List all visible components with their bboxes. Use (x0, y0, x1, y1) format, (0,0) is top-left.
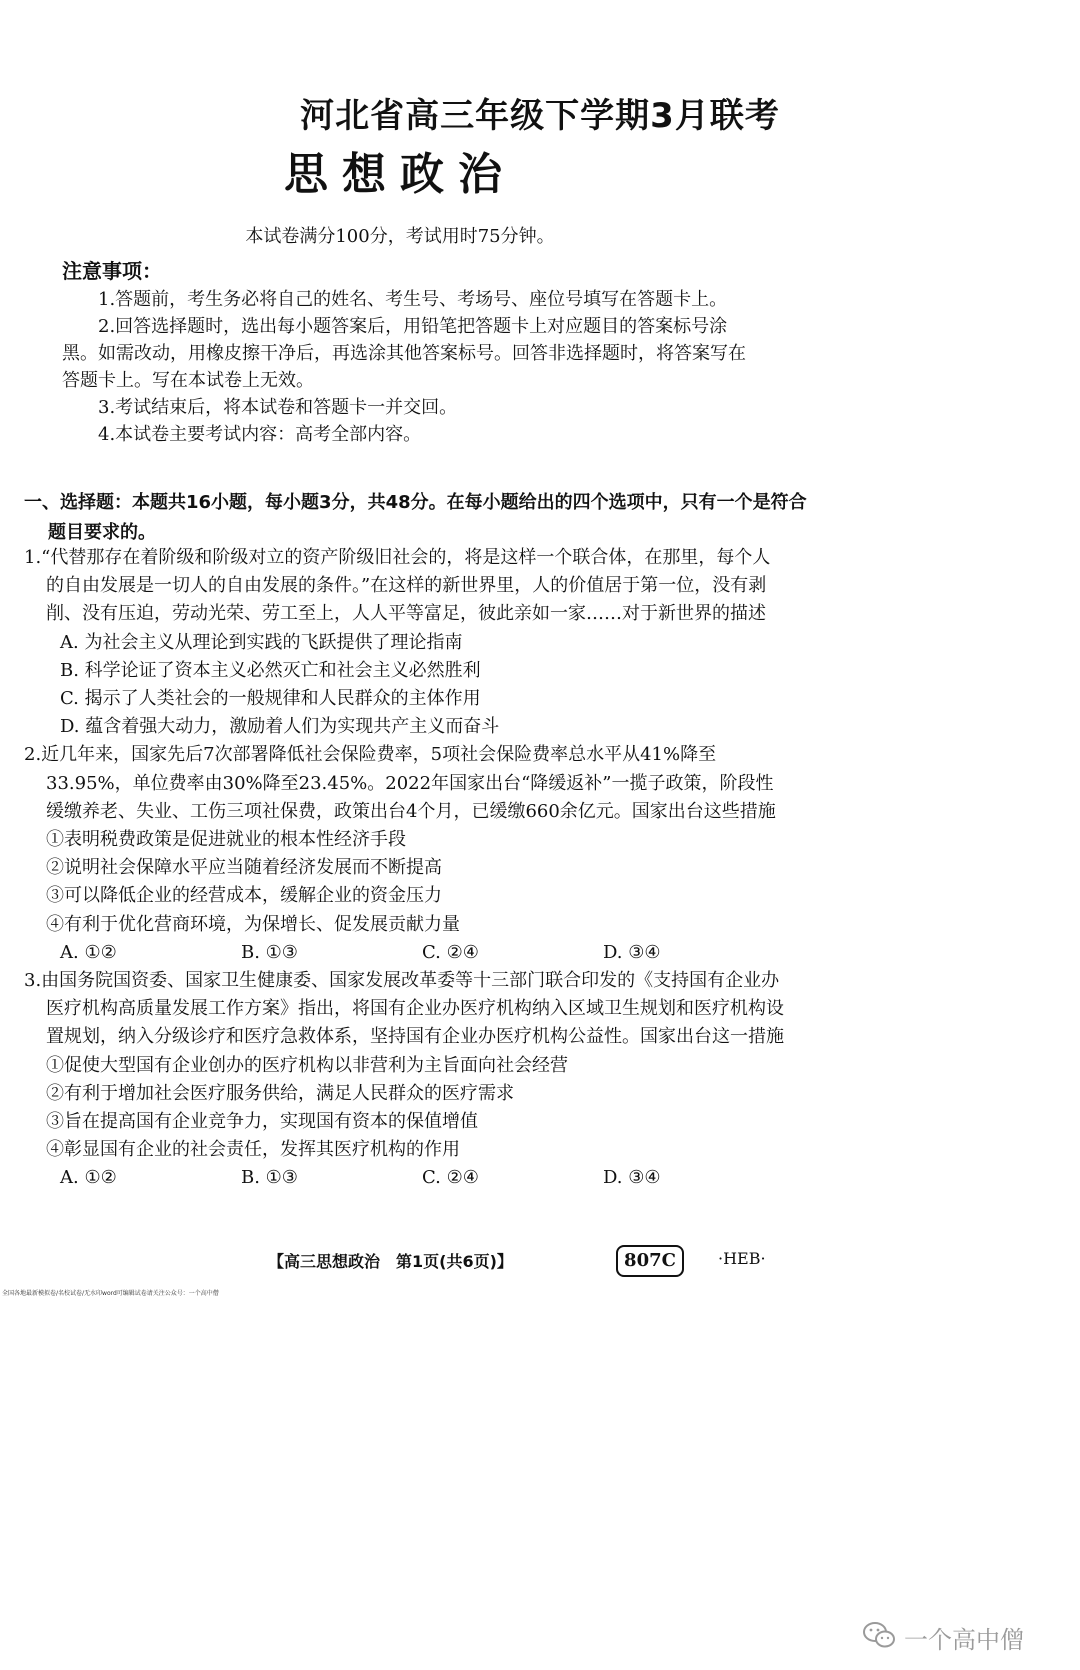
question-2 (24, 741, 784, 967)
option-b: B. 科学论证了资本主义必然灭亡和社会主义必然胜利 (60, 659, 481, 681)
choice-b: B. ①③ (241, 1167, 298, 1189)
question-1 (24, 544, 784, 741)
choice-b: B. ①③ (241, 941, 298, 963)
footer-text: 【高三思想政治 第1页(共6页)】 (268, 1252, 513, 1271)
footer-mark: ·HEB· (718, 1249, 766, 1268)
statement: ④彰显国有企业的社会责任，发挥其医疗机构的作用 (46, 1139, 460, 1161)
choice-a: A. ①② (60, 1167, 117, 1189)
watermark-text: 一个高中僧 (904, 1626, 1024, 1654)
choice-d: D. ③④ (603, 1167, 661, 1189)
paper-code-badge: 807C (616, 1245, 684, 1277)
statement: ②有利于增加社会医疗服务供给，满足人民群众的医疗需求 (46, 1082, 514, 1104)
choice-c: C. ②④ (422, 941, 479, 963)
notice-heading: 注意事项： (62, 259, 162, 283)
choices-row (24, 939, 784, 967)
watermark (862, 1620, 1024, 1655)
option-a: A. 为社会主义从理论到实践的飞跃提供了理论指南 (60, 631, 463, 653)
notice-item: 2.回答选择题时，选出每小题答案后，用铅笔把答题卡上对应题目的答案标号涂黑。如需改动，用橡皮擦干净后，再选涂其他答案标号。回答非选择题时，将答案写在答题卡上。写在本试卷上无效。 (62, 316, 746, 391)
statement: ②说明社会保障水平应当随着经济发展而不断提高 (46, 857, 442, 879)
exam-title: 河北省高三年级下学期3月联考 (300, 96, 780, 136)
option-d: D. 蕴含着强大动力，激励着人们为实现共产主义而奋斗 (60, 716, 500, 738)
question-stem: 1.“代替那存在着阶级和阶级对立的资产阶级旧社会的，将是这样一个联合体，在那里，每个人的自由发展是一切人的自由发展的条件。”在这样的新世界里，人的价值居于第一位，没有剥削、没有压迫，劳动光荣、劳工至上，人人平等富足，彼此亲如一家……对于新世界的描述 (24, 547, 771, 625)
statement: ③可以降低企业的经营成本，缓解企业的资金压力 (46, 885, 442, 907)
statement: ③旨在提高国有企业竞争力，实现国有资本的保值增值 (46, 1111, 478, 1133)
question-list (24, 544, 784, 1193)
subject-title: 思想政治 (284, 149, 516, 200)
exam-info: 本试卷满分100分，考试用时75分钟。 (245, 226, 555, 247)
question-stem: 3.由国务院国资委、国家卫生健康委、国家发展改革委等十三部门联合印发的《支持国有企业办医疗机构高质量发展工作方案》指出，将国有企业办医疗机构纳入区域卫生规划和医疗机构设置规划，纳入分级诊疗和医疗急救体系，坚持国有企业办医疗机构公益性。国家出台这一措施 (24, 970, 784, 1048)
choice-d: D. ③④ (603, 941, 661, 963)
page-footer (0, 1249, 1080, 1279)
question-stem: 2.近几年来，国家先后7次部署降低社会保险费率，5项社会保险费率总水平从41%降至33.95%，单位费率由30%降至23.45%。2022年国家出台“降缓返补”一揽子政策，阶段性缓缴养老、失业、工伤三项社保费，政策出台4个月，已缓缴660余亿元。国家出台这些措施 (24, 744, 776, 822)
choice-a: A. ①② (60, 941, 117, 963)
notice-item: 4.本试卷主要考试内容：高考全部内容。 (98, 424, 422, 445)
statement: ④有利于优化营商环境，为保增长、促发展贡献力量 (46, 913, 460, 935)
question-3 (24, 967, 784, 1193)
notice-item: 3.考试结束后，将本试卷和答题卡一并交回。 (98, 397, 458, 418)
notice-list (62, 286, 762, 448)
wechat-icon (862, 1621, 896, 1655)
statement: ①表明税费政策是促进就业的根本性经济手段 (46, 829, 406, 851)
choices-row (24, 1164, 784, 1192)
statement: ①促使大型国有企业创办的医疗机构以非营利为主旨面向社会经营 (46, 1054, 568, 1076)
notice-item: 1.答题前，考生务必将自己的姓名、考生号、考场号、座位号填写在答题卡上。 (98, 289, 728, 310)
choice-c: C. ②④ (422, 1167, 479, 1189)
section-heading: 一、选择题：本题共16小题，每小题3分，共48分。在每小题给出的四个选项中，只有一个是符合题目要求的。 (24, 492, 807, 543)
option-c: C. 揭示了人类社会的一般规律和人民群众的主体作用 (60, 688, 481, 710)
source-note: 全国各地最新模拟卷/名校试卷/无水印word可编辑试卷请关注公众号：一个高中僧 (2, 1290, 219, 1297)
